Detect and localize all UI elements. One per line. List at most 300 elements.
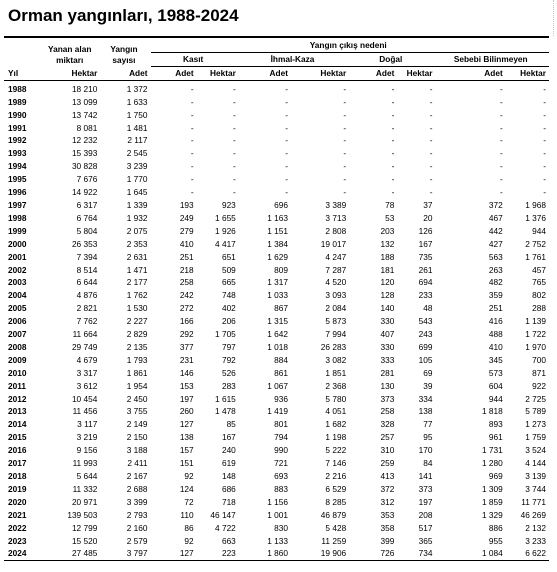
year-cell: 2021	[8, 509, 27, 520]
value-cell: -	[190, 174, 194, 185]
value-cell: 251	[488, 303, 503, 314]
table-row	[4, 173, 549, 186]
value-cell: 488	[488, 329, 503, 340]
value-cell: 151	[179, 458, 194, 469]
value-cell: 46 879	[320, 509, 347, 520]
value-cell: -	[429, 135, 433, 146]
count-unit: Adet	[100, 66, 150, 80]
value-cell: -	[233, 122, 236, 133]
table-row	[4, 134, 549, 147]
value-cell: 1 376	[525, 212, 546, 223]
area-header-line2: miktarı	[56, 55, 84, 66]
value-cell: 5 789	[525, 406, 546, 417]
table-row	[4, 302, 549, 315]
value-cell: 170	[418, 445, 433, 456]
value-cell: 157	[179, 445, 194, 456]
year-cell: 2015	[8, 432, 27, 443]
value-cell: 2 808	[325, 225, 347, 236]
value-cell: 358	[380, 522, 395, 533]
value-cell: 442	[488, 225, 503, 236]
value-cell: 310	[380, 445, 395, 456]
value-cell: 281	[380, 367, 395, 378]
value-cell: 105	[418, 354, 433, 365]
value-cell: -	[499, 83, 503, 94]
value-cell: 206	[221, 316, 236, 327]
value-cell: 1 530	[126, 303, 148, 314]
value-cell: -	[391, 96, 395, 107]
dogal-hectare-header: Hektar	[397, 66, 435, 80]
value-cell: 969	[488, 471, 503, 481]
group-header-dogal: Doğal	[349, 53, 435, 67]
table-row	[4, 522, 549, 535]
value-cell: 886	[488, 522, 503, 533]
year-cell: 1998	[8, 212, 27, 223]
value-cell: 353	[380, 509, 395, 520]
value-cell: 1 384	[267, 238, 288, 249]
value-cell: 7 394	[76, 251, 98, 262]
value-cell: 48	[423, 303, 433, 314]
value-cell: 53	[385, 212, 395, 223]
table-row	[4, 470, 549, 483]
ihmal-count-header: Adet	[239, 66, 291, 80]
table-row	[4, 483, 549, 496]
value-cell: 84	[423, 458, 433, 469]
value-cell: 124	[179, 483, 194, 494]
value-cell: 1 273	[525, 419, 546, 430]
value-cell: -	[499, 135, 503, 146]
value-cell: -	[543, 83, 546, 94]
value-cell: -	[233, 187, 236, 198]
value-cell: -	[285, 122, 288, 133]
value-cell: 330	[380, 316, 395, 327]
value-cell: 8 514	[76, 264, 98, 275]
value-cell: -	[499, 148, 503, 159]
value-cell: 272	[179, 303, 194, 314]
value-cell: 167	[418, 238, 433, 249]
value-cell: 4 247	[325, 251, 347, 262]
value-cell: 1 642	[267, 329, 288, 340]
year-cell: 2010	[8, 367, 27, 378]
value-cell: 700	[532, 354, 546, 365]
value-cell: 861	[274, 367, 288, 378]
value-cell: 1 033	[267, 290, 288, 301]
value-cell: 1 705	[215, 329, 236, 340]
year-cell: 2012	[8, 393, 27, 404]
year-cell: 2013	[8, 406, 27, 417]
count-header-line2: sayısı	[112, 55, 136, 66]
value-cell: 809	[274, 264, 288, 275]
area-header-line1: Yanan alan	[48, 44, 92, 55]
value-cell: 5 222	[325, 445, 347, 456]
value-cell: 2 135	[126, 341, 148, 352]
value-cell: 231	[179, 354, 194, 365]
value-cell: 1 731	[481, 445, 503, 456]
value-cell: -	[391, 174, 395, 185]
value-cell: -	[343, 135, 347, 146]
value-cell: 884	[274, 354, 288, 365]
table-row	[4, 160, 549, 173]
value-cell: 4 876	[76, 290, 98, 301]
value-cell: 120	[380, 277, 395, 288]
value-cell: 46 269	[520, 509, 546, 520]
table-row	[4, 122, 549, 135]
value-cell: 3 744	[525, 483, 546, 494]
value-cell: 1 818	[481, 406, 503, 417]
value-cell: 292	[179, 329, 194, 340]
table-bottom-rule	[4, 560, 549, 561]
value-cell: 127	[179, 548, 194, 559]
value-cell: 1 860	[267, 548, 288, 559]
value-cell: -	[343, 174, 347, 185]
value-cell: 3 233	[525, 535, 546, 546]
value-cell: 6 622	[525, 548, 546, 559]
table-row	[4, 238, 549, 251]
value-cell: 328	[380, 419, 395, 430]
value-cell: 1 722	[525, 329, 546, 340]
value-cell: -	[343, 96, 347, 107]
value-cell: 3 219	[76, 432, 98, 443]
value-cell: -	[429, 148, 433, 159]
year-cell: 1996	[8, 187, 27, 198]
value-cell: 203	[380, 225, 395, 236]
value-cell: 990	[274, 445, 288, 456]
year-cell: 1993	[8, 148, 27, 159]
value-cell: 95	[423, 432, 433, 443]
value-cell: 1 629	[267, 251, 288, 262]
value-cell: 13 742	[71, 109, 98, 120]
value-cell: 1 761	[525, 251, 546, 262]
value-cell: 365	[418, 535, 433, 546]
value-cell: 4 722	[215, 522, 236, 533]
value-cell: 2 167	[126, 471, 148, 481]
value-cell: 413	[380, 471, 395, 481]
value-cell: 11 771	[521, 496, 546, 507]
year-header: Yıl	[4, 66, 42, 80]
value-cell: 604	[488, 380, 503, 391]
value-cell: 377	[179, 341, 194, 352]
value-cell: -	[543, 148, 546, 159]
value-cell: -	[499, 161, 503, 172]
value-cell: 1 481	[126, 122, 148, 133]
value-cell: 2 579	[126, 535, 148, 546]
area-header	[42, 38, 100, 66]
value-cell: -	[391, 187, 395, 198]
value-cell: -	[429, 122, 433, 133]
value-cell: -	[190, 96, 194, 107]
table-row	[4, 341, 549, 354]
value-cell: 127	[179, 419, 194, 430]
value-cell: 279	[179, 225, 194, 236]
value-cell: -	[233, 96, 236, 107]
value-cell: 330	[380, 341, 395, 352]
value-cell: 1 861	[126, 367, 148, 378]
value-cell: 1 633	[126, 96, 148, 107]
year-cell: 2014	[8, 419, 27, 430]
value-cell: 1 762	[126, 290, 148, 301]
value-cell: -	[233, 161, 236, 172]
value-cell: 46 147	[210, 509, 236, 520]
value-cell: 2 411	[127, 458, 148, 469]
value-cell: 794	[274, 432, 288, 443]
value-cell: 923	[221, 199, 236, 210]
value-cell: 797	[221, 341, 236, 352]
value-cell: 399	[380, 535, 395, 546]
value-cell: 663	[221, 535, 236, 546]
value-cell: 85	[226, 419, 236, 430]
value-cell: 1 759	[525, 432, 546, 443]
value-cell: 718	[221, 496, 236, 507]
value-cell: 11 456	[72, 406, 98, 417]
value-cell: 9 156	[76, 445, 98, 456]
year-cell: 1988	[8, 83, 27, 94]
value-cell: 5 780	[325, 393, 347, 404]
value-cell: -	[391, 122, 395, 133]
value-cell: -	[543, 187, 546, 198]
value-cell: -	[233, 148, 236, 159]
value-cell: 1 067	[267, 380, 288, 391]
value-cell: 223	[221, 548, 236, 559]
year-cell: 2018	[8, 471, 27, 481]
value-cell: 801	[274, 419, 288, 430]
value-cell: 1 372	[126, 83, 148, 94]
value-cell: 726	[380, 548, 395, 559]
value-cell: 345	[488, 354, 503, 365]
value-cell: 3 612	[76, 380, 98, 391]
table-row	[4, 405, 549, 418]
value-cell: -	[343, 83, 347, 94]
value-cell: 410	[488, 341, 503, 352]
value-cell: 802	[532, 290, 546, 301]
table-row	[4, 354, 549, 367]
value-cell: -	[190, 122, 194, 133]
value-cell: 1 793	[126, 354, 148, 365]
value-cell: 6 529	[325, 483, 347, 494]
value-cell: 1 151	[267, 225, 288, 236]
value-cell: 1 133	[267, 535, 288, 546]
page-title: Orman yangınları, 1988-2024	[8, 6, 239, 25]
value-cell: 4 051	[325, 406, 347, 417]
value-cell: 402	[221, 303, 236, 314]
value-cell: 138	[418, 406, 433, 417]
value-cell: 153	[179, 380, 194, 391]
table-row	[4, 80, 549, 95]
value-cell: -	[543, 96, 546, 107]
value-cell: 1 932	[126, 212, 148, 223]
value-cell: -	[190, 161, 194, 172]
table-row	[4, 328, 549, 341]
value-cell: 1 156	[267, 496, 288, 507]
value-cell: 1 339	[126, 199, 148, 210]
year-cell: 2006	[8, 316, 27, 327]
value-cell: 1 309	[481, 483, 503, 494]
value-cell: 7 676	[76, 174, 98, 185]
value-cell: 1 750	[126, 109, 148, 120]
value-cell: 288	[532, 303, 546, 314]
value-cell: 126	[418, 225, 433, 236]
value-cell: -	[285, 96, 288, 107]
value-cell: 2 752	[525, 238, 546, 249]
table-row	[4, 457, 549, 470]
value-cell: -	[499, 109, 503, 120]
value-cell: 3 239	[126, 161, 148, 172]
year-cell: 2007	[8, 329, 27, 340]
value-cell: 2 725	[525, 393, 546, 404]
value-cell: 2 793	[126, 509, 148, 520]
value-cell: 1 018	[267, 341, 288, 352]
value-cell: 8 285	[325, 496, 347, 507]
value-cell: -	[343, 148, 347, 159]
year-cell: 2020	[8, 496, 27, 507]
value-cell: 3 713	[325, 212, 347, 223]
value-cell: 693	[274, 471, 288, 481]
table-row	[4, 444, 549, 457]
value-cell: 19 906	[320, 548, 347, 559]
value-cell: 4 144	[525, 458, 546, 469]
value-cell: 1 954	[126, 380, 148, 391]
value-cell: -	[233, 109, 236, 120]
value-cell: 3 082	[325, 354, 347, 365]
value-cell: 333	[380, 354, 395, 365]
value-cell: 961	[488, 432, 503, 443]
value-cell: 955	[488, 535, 503, 546]
value-cell: 3 389	[325, 199, 347, 210]
year-cell: 2024	[8, 548, 27, 559]
value-cell: 26 283	[320, 341, 347, 352]
value-cell: 936	[274, 393, 288, 404]
value-cell: 696	[274, 199, 288, 210]
year-cell: 2001	[8, 251, 27, 262]
table-row	[4, 212, 549, 225]
value-cell: 92	[184, 471, 194, 481]
value-cell: -	[190, 135, 194, 146]
value-cell: 1 770	[126, 174, 148, 185]
ihmal-hectare-header: Hektar	[291, 66, 349, 80]
value-cell: 694	[418, 277, 433, 288]
sheet-column-gridline	[553, 0, 555, 36]
value-cell: -	[343, 109, 347, 120]
value-cell: -	[543, 109, 546, 120]
value-cell: 4 520	[325, 277, 347, 288]
value-cell: 19 017	[320, 238, 347, 249]
value-cell: -	[429, 96, 433, 107]
year-cell: 1990	[8, 109, 27, 120]
value-cell: 1 139	[525, 316, 546, 327]
table-row	[4, 367, 549, 380]
value-cell: 181	[380, 264, 395, 275]
value-cell: 37	[423, 199, 433, 210]
value-cell: 14 922	[71, 187, 98, 198]
value-cell: 2 829	[126, 329, 148, 340]
value-cell: -	[499, 96, 503, 107]
year-cell: 1991	[8, 122, 27, 133]
year-cell: 2019	[8, 483, 27, 494]
value-cell: 77	[423, 419, 433, 430]
table-row	[4, 509, 549, 522]
table-row	[4, 547, 549, 560]
year-cell: 2009	[8, 354, 27, 365]
table-row	[4, 147, 549, 160]
value-cell: -	[343, 161, 347, 172]
value-cell: 240	[221, 445, 236, 456]
value-cell: 7 994	[325, 329, 347, 340]
value-cell: -	[285, 109, 288, 120]
value-cell: 792	[221, 354, 236, 365]
value-cell: 2 075	[126, 225, 148, 236]
value-cell: 563	[488, 251, 503, 262]
value-cell: 543	[418, 316, 433, 327]
value-cell: 13 099	[71, 96, 98, 107]
value-cell: 2 117	[127, 135, 148, 146]
value-cell: 2 160	[126, 522, 148, 533]
value-cell: 86	[184, 522, 194, 533]
value-cell: 665	[221, 277, 236, 288]
value-cell: -	[190, 148, 194, 159]
value-cell: 407	[380, 329, 395, 340]
value-cell: 78	[385, 199, 395, 210]
area-unit: Hektar	[42, 66, 100, 80]
value-cell: 573	[488, 367, 503, 378]
value-cell: 1 926	[215, 225, 236, 236]
value-cell: 26 353	[71, 238, 98, 249]
year-cell: 2016	[8, 445, 27, 456]
value-cell: 261	[418, 264, 433, 275]
value-cell: 482	[488, 277, 503, 288]
value-cell: 258	[179, 277, 194, 288]
value-cell: -	[391, 161, 395, 172]
value-cell: 2 216	[325, 471, 347, 481]
value-cell: 2 368	[325, 380, 347, 391]
value-cell: 2 353	[126, 238, 148, 249]
year-cell: 2000	[8, 238, 27, 249]
value-cell: 15 393	[71, 148, 98, 159]
value-cell: -	[391, 148, 395, 159]
value-cell: 69	[423, 367, 433, 378]
value-cell: 197	[179, 393, 194, 404]
value-cell: 359	[488, 290, 503, 301]
value-cell: 944	[488, 393, 503, 404]
value-cell: 2 084	[325, 303, 347, 314]
value-cell: 148	[221, 471, 236, 481]
value-cell: 140	[380, 303, 395, 314]
value-cell: 6 764	[76, 212, 98, 223]
value-cell: 233	[418, 290, 433, 301]
value-cell: -	[499, 174, 503, 185]
table-row	[4, 431, 549, 444]
value-cell: -	[391, 83, 395, 94]
value-cell: 457	[532, 264, 546, 275]
value-cell: -	[190, 187, 194, 198]
value-cell: 243	[418, 329, 433, 340]
value-cell: 72	[184, 496, 194, 507]
value-cell: 218	[179, 264, 194, 275]
unknown-hectare-header: Hektar	[506, 66, 549, 80]
value-cell: -	[285, 161, 288, 172]
value-cell: 3 188	[126, 445, 148, 456]
value-cell: 197	[418, 496, 433, 507]
value-cell: 867	[274, 303, 288, 314]
group-header-kasit: Kasıt	[151, 53, 239, 67]
value-cell: -	[233, 135, 236, 146]
value-cell: 1 968	[525, 199, 546, 210]
value-cell: 517	[418, 522, 433, 533]
value-cell: 8 081	[76, 122, 98, 133]
table-row	[4, 186, 549, 199]
value-cell: 146	[179, 367, 194, 378]
year-cell: 2003	[8, 277, 27, 288]
value-cell: 944	[532, 225, 546, 236]
value-cell: 3 317	[76, 367, 98, 378]
value-cell: 1 163	[267, 212, 288, 223]
